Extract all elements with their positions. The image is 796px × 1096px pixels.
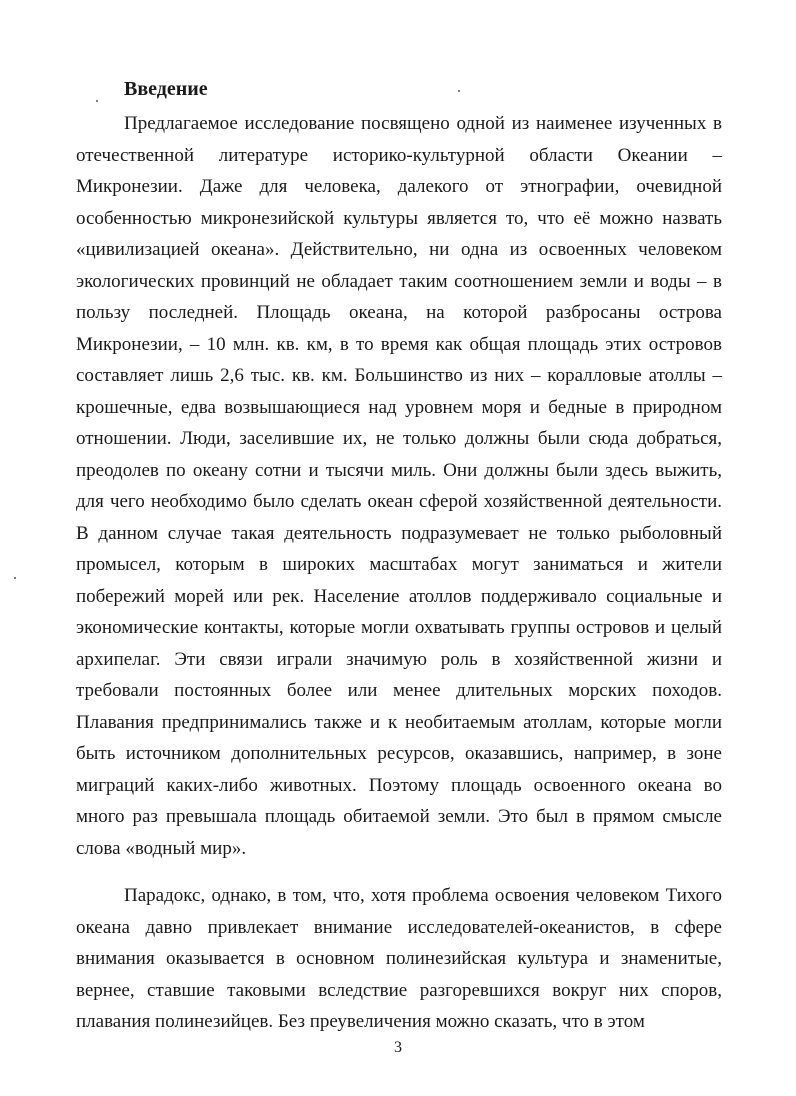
body-text [76, 108, 722, 1038]
scan-speck [14, 577, 16, 579]
section-heading: Введение [124, 78, 208, 100]
scan-speck [96, 100, 98, 102]
page-number: 3 [394, 1039, 402, 1056]
paragraph-2: Парадокс, однако, в том, что, хотя проблема освоения человеком Тихого океана давно привлекает внимание исследователей-океанистов, в сфере внимания оказывается в основном полинезийская культура и знаменитые, вернее, ставшие таковыми вследствие разгоревшихся вокруг них споров, плавания полинезийцев. Без преувеличения можно сказать, что в этом [76, 885, 722, 1032]
paragraph-1: Предлагаемое исследование посвящено одной из наименее изученных в отечественной литературе историко-культурной области Океании – Микронезии. Даже для человека, далекого от этнографии, очевидной особенностью микронезийской культуры является то, что её можно назвать «цивилизацией океана». Действительно, ни одна из освоенных человеком экологических провинций не обладает таким соотношением земли и воды – в пользу последней. Площадь океана, на которой разбросаны острова Микронезии, – 10 млн. кв. км, в то время как общая площадь этих островов составляет лишь 2,6 тыс. кв. км. Большинство из них – коралловые атоллы – крошечные, едва возвышающиеся над уровнем моря и бедные в природном отношении. Люди, заселившие их, не только должны были сюда добраться, преодолев по океану сотни и тысячи миль. Они должны были здесь выжить, для чего необходимо было сделать океан сферой хозяйственной деятельности. В данном случае такая деятельность подразумевает не только рыболовный промысел, которым в широких масштабах могут заниматься и жители побережий морей или рек. Население атоллов поддерживало социальные и экономические контакты, которые могли охватывать группы островов и целый архипелаг. Эти связи играли значимую роль в хозяйственной жизни и требовали постоянных более или менее длительных морских походов. Плавания предпринимались также и к необитаемым атоллам, которые могли быть источником дополнительных ресурсов, оказавшись, например, в зоне миграций каких-либо животных. Поэтому площадь освоенного океана во много раз превышала площадь обитаемой земли. Это был в прямом смысле слова «водный мир». [76, 113, 722, 859]
scan-speck [458, 90, 460, 92]
